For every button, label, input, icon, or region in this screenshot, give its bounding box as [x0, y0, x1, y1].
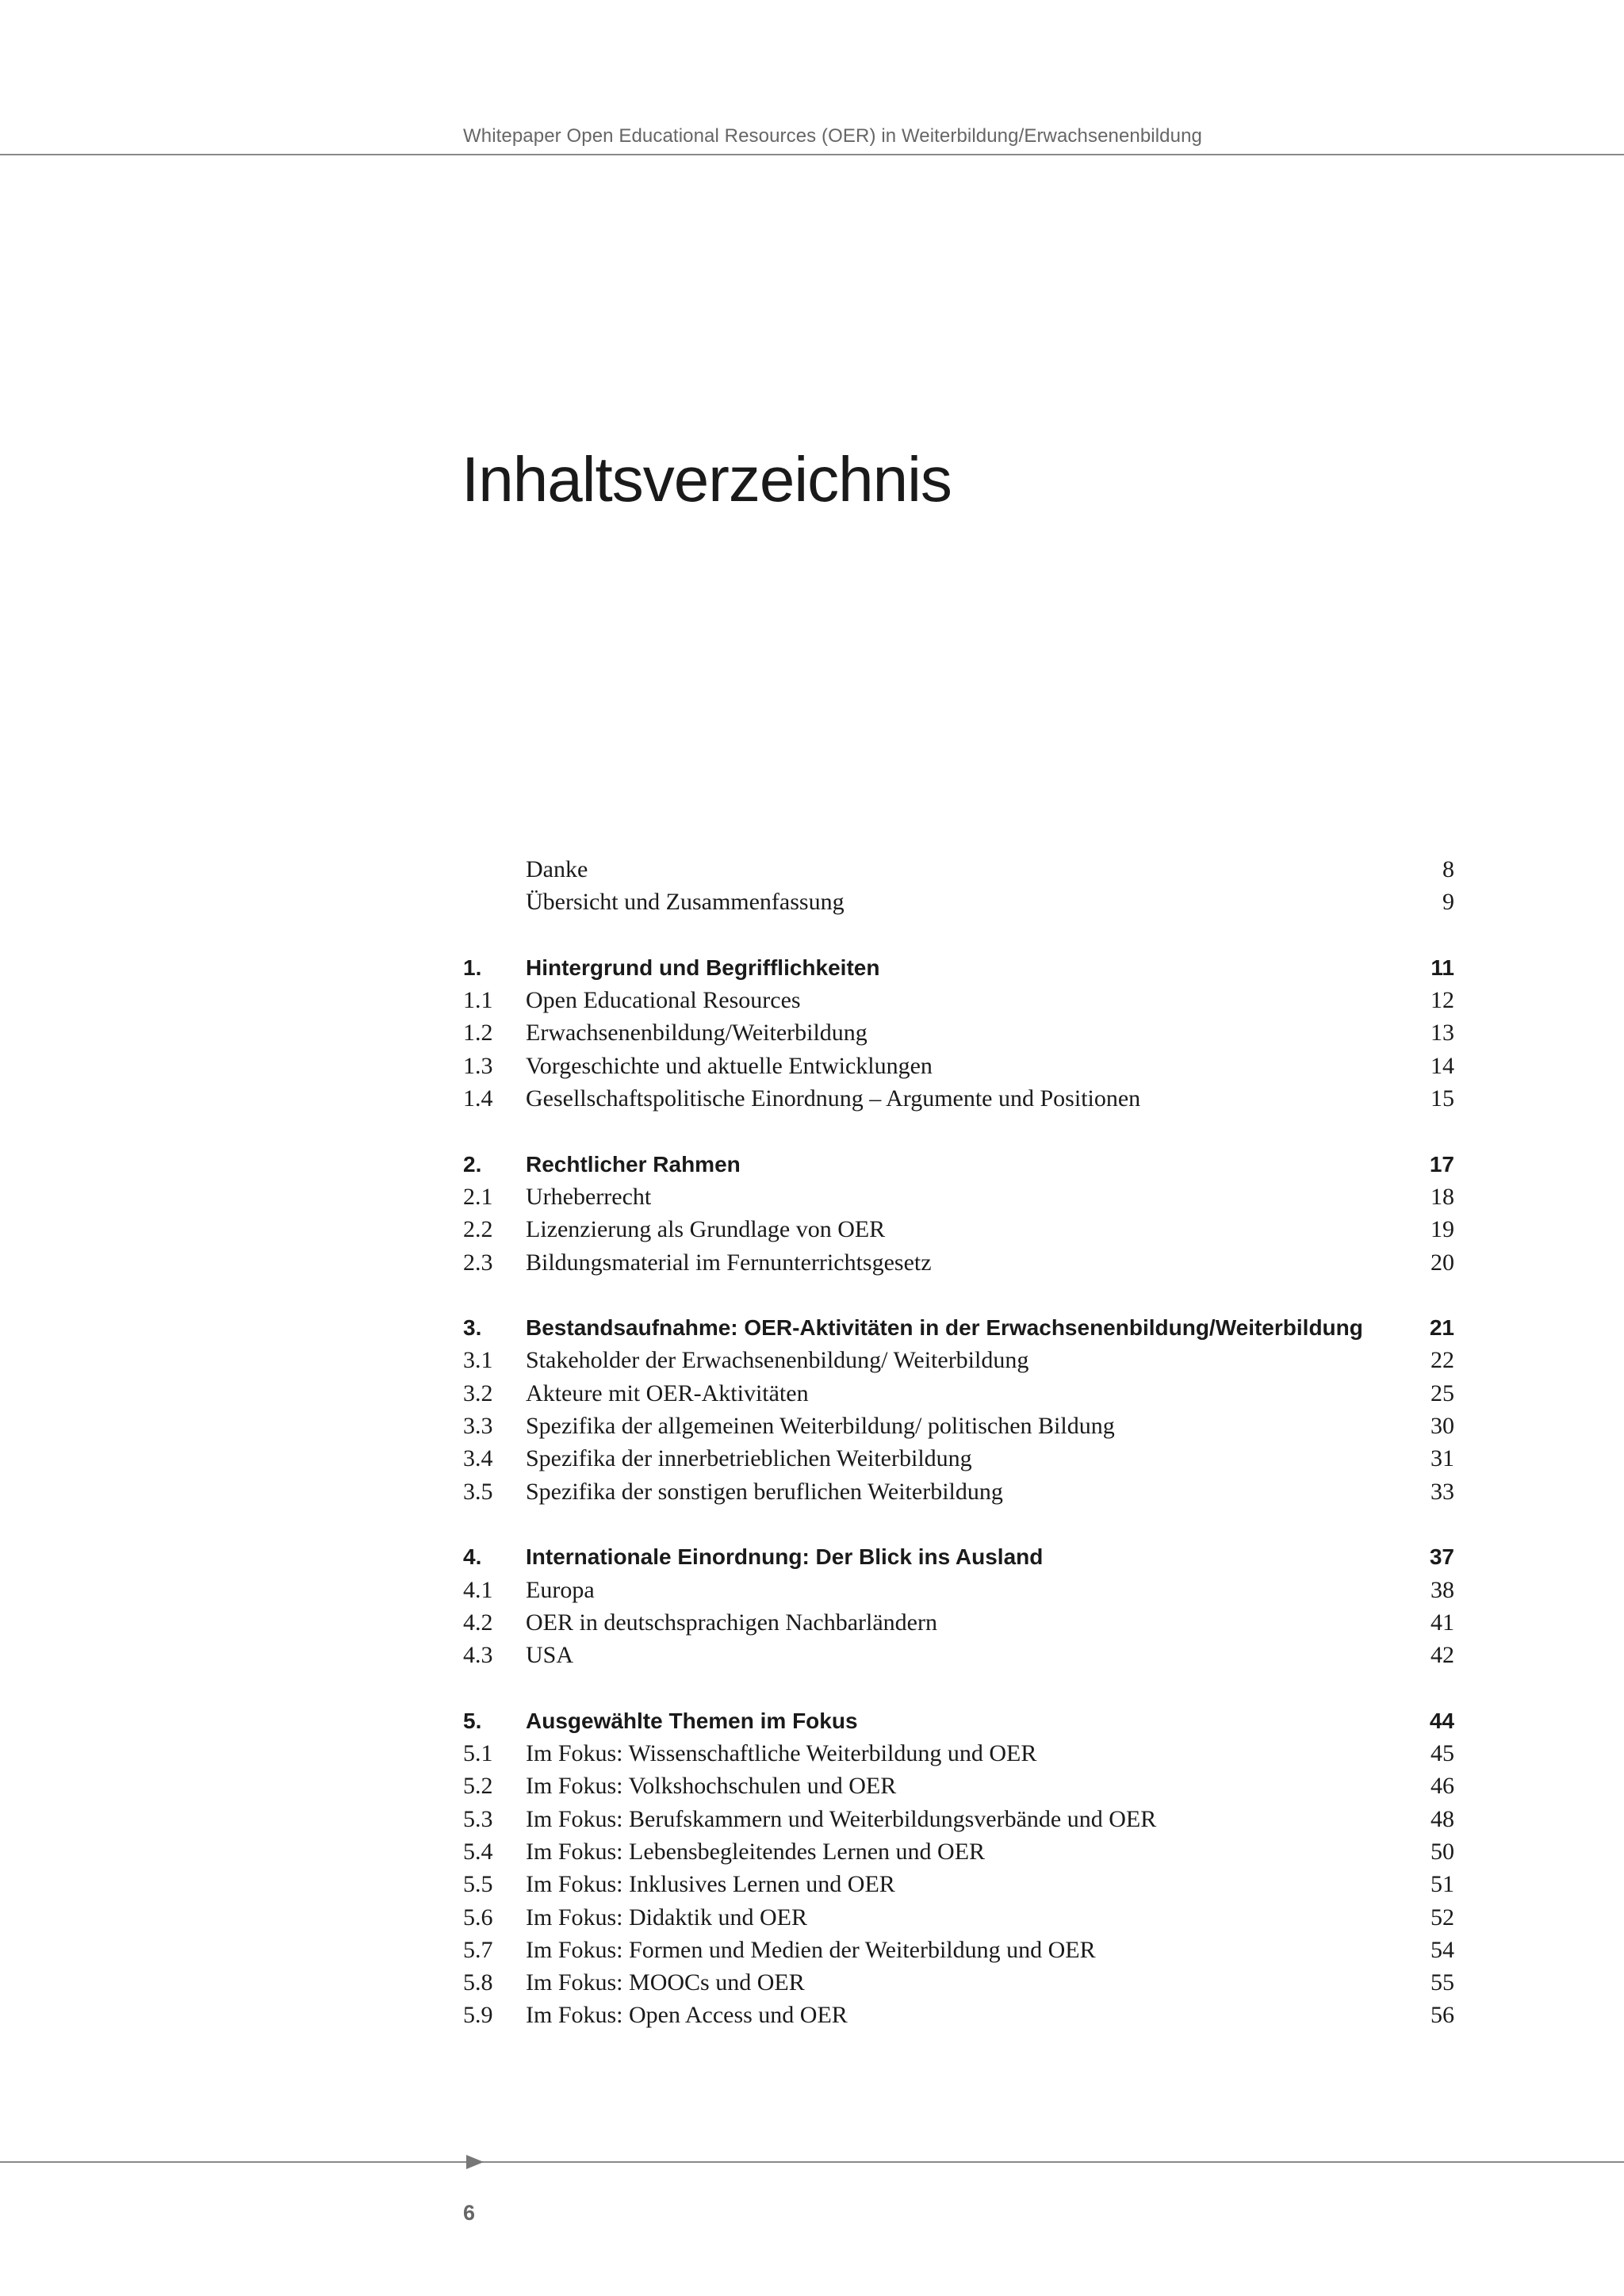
toc-entry-5-2[interactable] — [463, 1770, 1454, 1802]
toc-entry-title: USA — [526, 1642, 574, 1669]
toc-chapter-number: 2. — [463, 1151, 482, 1177]
toc-entry-title: Vorgeschichte und aktuelle Entwicklungen — [526, 1052, 933, 1079]
toc-entry-page: 14 — [1431, 1052, 1454, 1079]
toc-entry-title: Im Fokus: Volkshochschulen und OER — [526, 1773, 897, 1800]
table-of-contents — [463, 853, 1454, 2032]
toc-entry-number: 3.5 — [463, 1478, 493, 1505]
toc-chapter-number: 4. — [463, 1544, 482, 1570]
toc-entry-number: 5.1 — [463, 1740, 493, 1767]
toc-entry-title: Europa — [526, 1576, 595, 1603]
toc-entry-number: 3.4 — [463, 1445, 493, 1472]
toc-spacer — [463, 1115, 1454, 1147]
toc-entry-page: 8 — [1442, 856, 1454, 882]
toc-entry-title: Übersicht und Zusammenfassung — [526, 889, 845, 916]
toc-entry-title: Im Fokus: Lebensbegleitendes Lernen und OER — [526, 1838, 986, 1865]
toc-entry-title: Gesellschaftspolitische Einordnung – Argumente und Positionen — [526, 1085, 1141, 1112]
toc-entry-title: Urheberrecht — [526, 1183, 652, 1210]
toc-entry-page: 48 — [1431, 1805, 1454, 1832]
toc-entry-4-1[interactable] — [463, 1574, 1454, 1606]
toc-chapter-4[interactable] — [463, 1540, 1454, 1573]
footer-divider — [0, 2161, 1624, 2163]
toc-entry-page: 52 — [1431, 1904, 1454, 1931]
toc-entry-number: 5.6 — [463, 1904, 493, 1931]
toc-chapter-title: Hintergrund und Begrifflichkeiten — [526, 955, 880, 980]
toc-entry-title: Im Fokus: Open Access und OER — [526, 2002, 848, 2029]
toc-entry-title: Im Fokus: Inklusives Lernen und OER — [526, 1871, 895, 1898]
toc-entry-number: 1.1 — [463, 987, 493, 1014]
header-divider — [0, 154, 1624, 155]
toc-entry-number: 1.4 — [463, 1085, 493, 1112]
toc-entry-1-2[interactable] — [463, 1016, 1454, 1049]
toc-entry-page: 41 — [1431, 1609, 1454, 1636]
toc-chapter-page: 21 — [1429, 1315, 1454, 1341]
toc-entry-3-3[interactable] — [463, 1410, 1454, 1442]
page-title: Inhaltsverzeichnis — [462, 444, 952, 515]
toc-chapter-number: 1. — [463, 955, 482, 980]
toc-entry-4-2[interactable] — [463, 1606, 1454, 1639]
toc-entry-number: 5.3 — [463, 1805, 493, 1832]
toc-entry-page: 9 — [1442, 889, 1454, 916]
toc-chapter-number: 3. — [463, 1315, 482, 1341]
toc-chapter-page: 17 — [1429, 1151, 1454, 1177]
toc-entry-3-4[interactable] — [463, 1442, 1454, 1475]
toc-entry-page: 54 — [1431, 1936, 1454, 1963]
toc-entry-title: Im Fokus: Berufskammern und Weiterbildungsverbände und OER — [526, 1805, 1157, 1832]
toc-entry-page: 46 — [1431, 1773, 1454, 1800]
toc-entry-number: 3.2 — [463, 1380, 493, 1406]
toc-entry-5-1[interactable] — [463, 1737, 1454, 1770]
toc-chapter-1[interactable] — [463, 951, 1454, 984]
toc-chapter-2[interactable] — [463, 1148, 1454, 1181]
toc-entry-number: 3.1 — [463, 1347, 493, 1374]
toc-entry-5-8[interactable] — [463, 1966, 1454, 1999]
toc-entry-title: Im Fokus: Wissenschaftliche Weiterbildung und OER — [526, 1740, 1037, 1767]
toc-entry-number: 2.3 — [463, 1249, 493, 1276]
toc-entry-uebersicht[interactable] — [463, 886, 1454, 918]
toc-entry-title: Im Fokus: MOOCs und OER — [526, 1969, 805, 1996]
toc-entry-title: Danke — [526, 856, 588, 882]
toc-entry-number: 3.3 — [463, 1413, 493, 1440]
toc-entry-title: Spezifika der innerbetrieblichen Weiterbildung — [526, 1445, 972, 1472]
toc-chapter-title: Bestandsaufnahme: OER-Aktivitäten in der Erwachsenenbildung/Weiterbildung — [526, 1315, 1363, 1341]
toc-entry-3-2[interactable] — [463, 1377, 1454, 1410]
toc-chapter-page: 44 — [1429, 1708, 1454, 1733]
toc-entry-2-2[interactable] — [463, 1213, 1454, 1246]
arrow-right-icon — [466, 2155, 484, 2169]
toc-entry-number: 5.9 — [463, 2002, 493, 2029]
toc-entry-number: 4.2 — [463, 1609, 493, 1636]
toc-entry-title: Erwachsenenbildung/Weiterbildung — [526, 1020, 868, 1047]
toc-entry-number: 5.2 — [463, 1773, 493, 1800]
toc-entry-title: Spezifika der allgemeinen Weiterbildung/ politischen Bildung — [526, 1413, 1115, 1440]
toc-entry-title: Bildungsmaterial im Fernunterrichtsgesetz — [526, 1249, 932, 1276]
toc-entry-title: Im Fokus: Formen und Medien der Weiterbildung und OER — [526, 1936, 1096, 1963]
toc-spacer — [463, 919, 1454, 951]
toc-entry-2-3[interactable] — [463, 1246, 1454, 1279]
toc-entry-5-4[interactable] — [463, 1835, 1454, 1868]
toc-entry-number: 2.1 — [463, 1183, 493, 1210]
toc-entry-5-6[interactable] — [463, 1901, 1454, 1934]
toc-entry-page: 30 — [1431, 1413, 1454, 1440]
toc-entry-page: 20 — [1431, 1249, 1454, 1276]
toc-spacer — [463, 1279, 1454, 1311]
toc-chapter-title: Ausgewählte Themen im Fokus — [526, 1708, 858, 1733]
toc-entry-page: 42 — [1431, 1642, 1454, 1669]
toc-entry-number: 5.5 — [463, 1871, 493, 1898]
toc-entry-5-7[interactable] — [463, 1934, 1454, 1966]
toc-entry-number: 2.2 — [463, 1216, 493, 1243]
page-number: 6 — [463, 2201, 476, 2225]
toc-entry-title: Spezifika der sonstigen beruflichen Weiterbildung — [526, 1478, 1003, 1505]
toc-entry-page: 50 — [1431, 1838, 1454, 1865]
toc-entry-number: 4.1 — [463, 1576, 493, 1603]
toc-entry-5-5[interactable] — [463, 1868, 1454, 1900]
toc-entry-title: Akteure mit OER-Aktivitäten — [526, 1380, 809, 1406]
toc-entry-3-1[interactable] — [463, 1344, 1454, 1376]
toc-entry-5-9[interactable] — [463, 1999, 1454, 2031]
toc-entry-title: Lizenzierung als Grundlage von OER — [526, 1216, 886, 1243]
toc-entry-page: 18 — [1431, 1183, 1454, 1210]
toc-chapter-title: Internationale Einordnung: Der Blick ins Ausland — [526, 1544, 1044, 1570]
toc-entry-3-5[interactable] — [463, 1475, 1454, 1508]
toc-chapter-title: Rechtlicher Rahmen — [526, 1151, 741, 1177]
toc-entry-page: 56 — [1431, 2002, 1454, 2029]
toc-chapter-number: 5. — [463, 1708, 482, 1733]
toc-entry-page: 45 — [1431, 1740, 1454, 1767]
toc-entry-page: 12 — [1431, 987, 1454, 1014]
toc-entry-page: 55 — [1431, 1969, 1454, 1996]
toc-entry-page: 13 — [1431, 1020, 1454, 1047]
toc-entry-title: Im Fokus: Didaktik und OER — [526, 1904, 808, 1931]
toc-chapter-3[interactable] — [463, 1311, 1454, 1344]
toc-entry-page: 25 — [1431, 1380, 1454, 1406]
toc-chapter-page: 11 — [1431, 955, 1454, 980]
toc-entry-number: 5.7 — [463, 1936, 493, 1963]
toc-entry-4-3[interactable] — [463, 1639, 1454, 1671]
toc-spacer — [463, 1671, 1454, 1704]
toc-entry-number: 5.8 — [463, 1969, 493, 1996]
toc-entry-page: 19 — [1431, 1216, 1454, 1243]
toc-entry-page: 33 — [1431, 1478, 1454, 1505]
toc-entry-1-4[interactable] — [463, 1082, 1454, 1115]
toc-entry-2-1[interactable] — [463, 1181, 1454, 1213]
toc-entry-page: 22 — [1431, 1347, 1454, 1374]
toc-chapter-5[interactable] — [463, 1705, 1454, 1737]
toc-entry-page: 15 — [1431, 1085, 1454, 1112]
toc-entry-page: 38 — [1431, 1576, 1454, 1603]
toc-entry-title: Stakeholder der Erwachsenenbildung/ Weiterbildung — [526, 1347, 1029, 1374]
toc-entry-1-3[interactable] — [463, 1050, 1454, 1082]
toc-spacer — [463, 1508, 1454, 1540]
toc-entry-5-3[interactable] — [463, 1803, 1454, 1835]
toc-entry-title: OER in deutschsprachigen Nachbarländern — [526, 1609, 937, 1636]
toc-entry-number: 4.3 — [463, 1642, 493, 1669]
toc-entry-number: 1.2 — [463, 1020, 493, 1047]
toc-entry-danke[interactable] — [463, 853, 1454, 886]
toc-entry-number: 1.3 — [463, 1052, 493, 1079]
toc-entry-page: 31 — [1431, 1445, 1454, 1472]
toc-entry-number: 5.4 — [463, 1838, 493, 1865]
toc-entry-title: Open Educational Resources — [526, 987, 801, 1014]
toc-chapter-page: 37 — [1429, 1544, 1454, 1570]
toc-entry-page: 51 — [1431, 1871, 1454, 1898]
running-header: Whitepaper Open Educational Resources (OER) in Weiterbildung/Erwachsenenbildung — [463, 125, 1202, 147]
toc-entry-1-1[interactable] — [463, 984, 1454, 1016]
